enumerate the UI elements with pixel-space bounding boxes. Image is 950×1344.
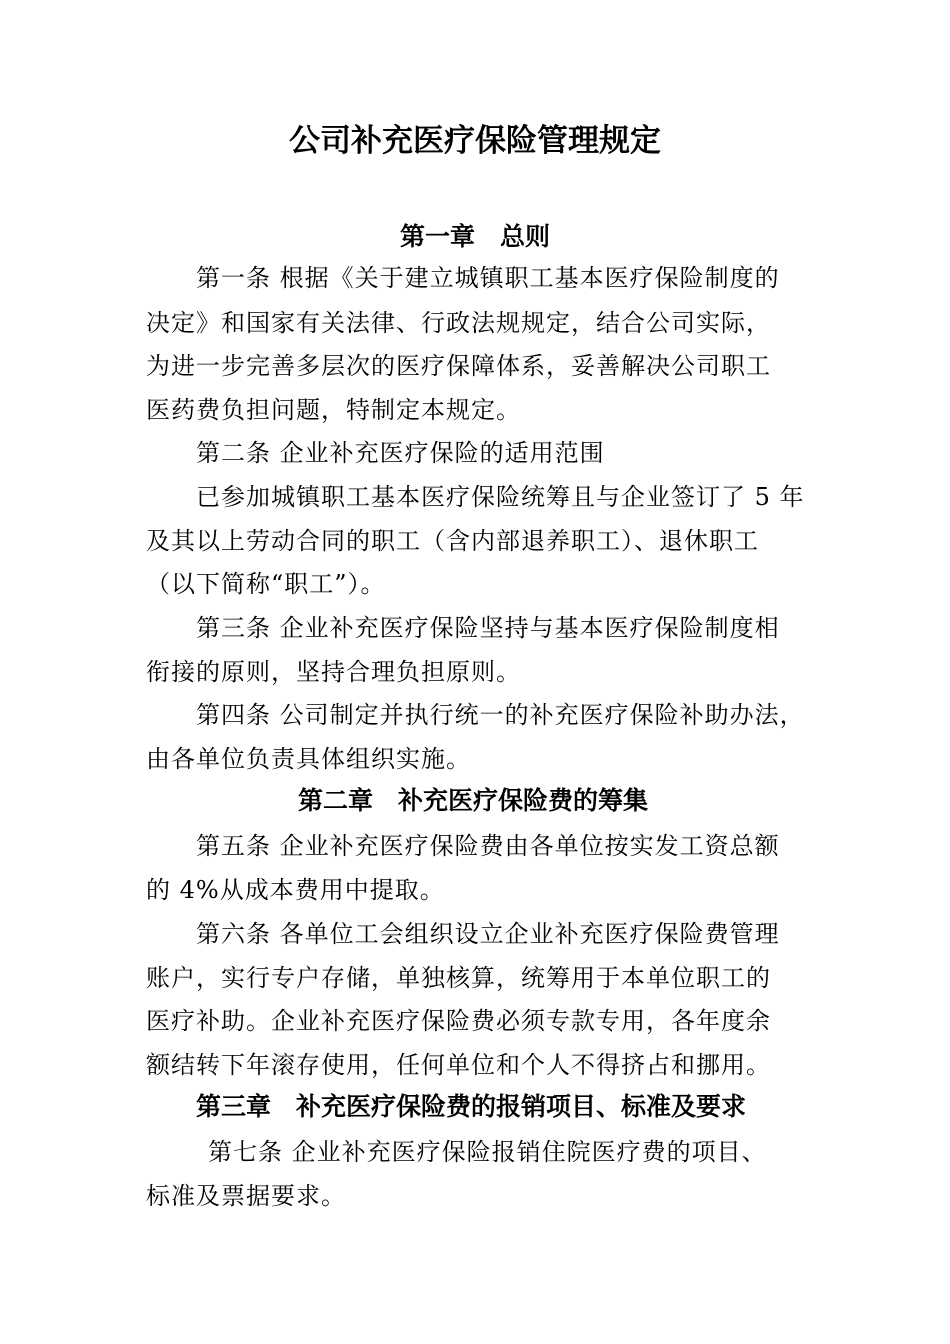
- article-1-line-4: 医药费负担问题，特制定本规定。: [146, 396, 521, 424]
- article-6-line-3: 医疗补助。企业补充医疗保险费必须专款专用，各年度余: [146, 1007, 771, 1035]
- article-5-line-1: 第五条 企业补充医疗保险费由各单位按实发工资总额: [196, 832, 780, 860]
- article-7-line-2: 标准及票据要求。: [146, 1182, 346, 1210]
- article-4-line-2: 由各单位负责具体组织实施。: [146, 745, 471, 773]
- document-title: 公司补充医疗保险管理规定: [289, 123, 661, 159]
- article-1-line-3: 为进一步完善多层次的医疗保障体系，妥善解决公司职工: [146, 352, 771, 380]
- chapter-2-heading: 第二章 补充医疗保险费的筹集: [298, 786, 649, 815]
- article-5-line-2: 的 4%从成本费用中提取。: [146, 876, 445, 904]
- article-7-line-1: 第七条 企业补充医疗保险报销住院医疗费的项目、: [208, 1138, 767, 1166]
- article-6-line-1: 第六条 各单位工会组织设立企业补充医疗保险费管理: [196, 920, 780, 948]
- article-2-line-4: （以下简称“职工”）。: [146, 570, 386, 598]
- chapter-3-heading: 第三章 补充医疗保险费的报销项目、标准及要求: [196, 1092, 747, 1121]
- chapter-1-heading: 第一章 总则: [400, 222, 551, 251]
- article-1-line-2: 决定》和国家有关法律、行政法规规定，结合公司实际，: [146, 309, 771, 337]
- article-6-line-2: 账户，实行专户存储，单独核算，统筹用于本单位职工的: [146, 964, 771, 992]
- article-6-line-4: 额结转下年滚存使用，任何单位和个人不得挤占和挪用。: [146, 1051, 771, 1079]
- article-2-line-3: 及其以上劳动合同的职工（含内部退养职工）、退休职工: [146, 527, 759, 555]
- article-2-line-2: 已参加城镇职工基本医疗保险统筹且与企业签订了 5 年: [196, 483, 805, 511]
- article-3-line-1: 第三条 企业补充医疗保险坚持与基本医疗保险制度相: [196, 614, 780, 642]
- article-1-line-1: 第一条 根据《关于建立城镇职工基本医疗保险制度的: [196, 264, 780, 292]
- article-3-line-2: 衔接的原则，坚持合理负担原则。: [146, 658, 521, 686]
- article-2-line-1: 第二条 企业补充医疗保险的适用范围: [196, 439, 605, 467]
- article-4-line-1: 第四条 公司制定并执行统一的补充医疗保险补助办法，: [196, 701, 805, 729]
